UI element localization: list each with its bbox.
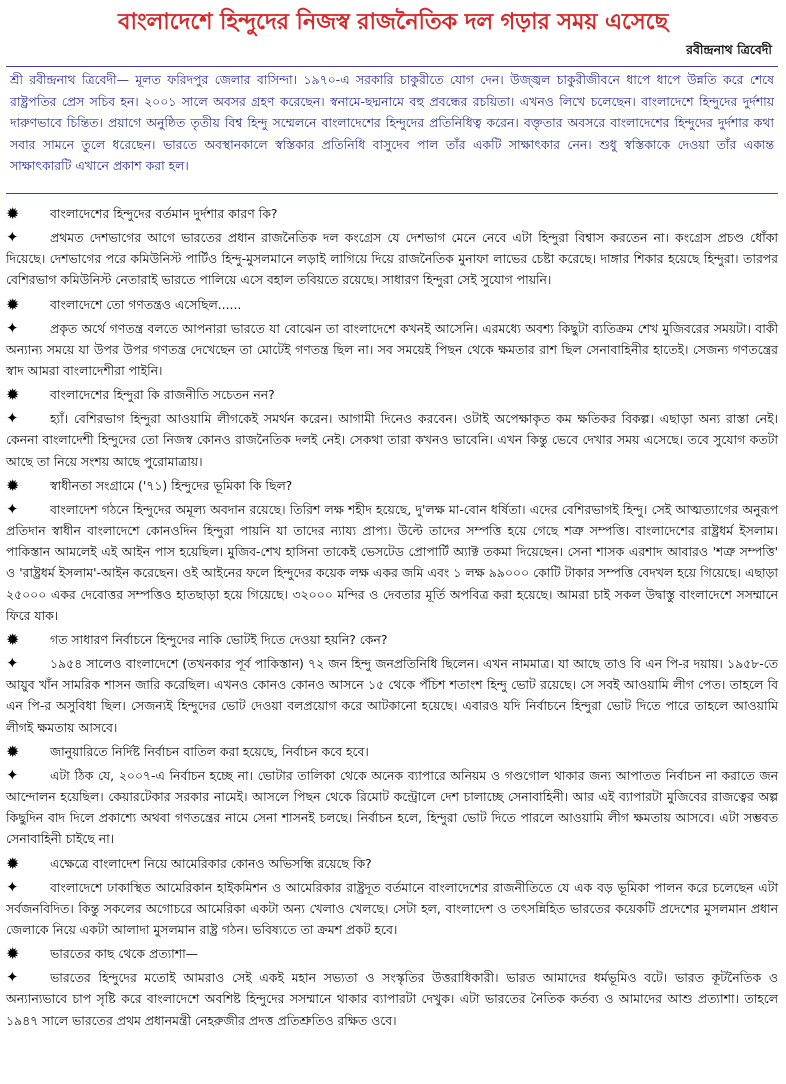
- answer-diamond-icon: ✦: [6, 409, 19, 428]
- answer-text: হ্যাঁ। বেশিরভাগ হিন্দুরা আওয়ামি লীগকেই সমর্থন করেন। আগামী দিনেও করবেন। ওটাই অপেক্ষাকৃত কম ক্ষতিকর বিকল্প। এছাড়া অন্য রাস্তা নেই। কেননা বাংলাদেশী হিন্দুদের তো নিজস্ব কোনও রাজনৈতিক দলই নেই। সেকথা তারা কখনও ভাবেনি। এখন কিন্তু ভেবে দেখার সময় এসেছে। তবে সুযোগ কতটা আছে তা নিয়ে সংশয় আছে পুরোমাত্রায়।: [6, 411, 778, 469]
- answer-text: ভারতের হিন্দুদের মতোই আমরাও সেই একই মহান সভ্যতা ও সংস্কৃতির উত্তরাধিকারী। ভারত আমাদের ধর্মভূমিও বটে। ভারত কূটনৈতিক ও অন্যান্যভাবে চাপ সৃষ্টি করে বাংলাদেশে অবশিষ্ট হিন্দুদের সসম্মানে থাকার ব্যাপারটা দেখুক। এটা ভারতের নৈতিক কর্তব্য ও আমাদের আশু প্রত্যাশা। তাহলে ১৯৪৭ সালে ভারতের প্রথম প্রধানমন্ত্রী নেহরুজীর প্রদত্ত প্রতিশ্রুতিও রক্ষিত ওবে।: [6, 970, 778, 1028]
- question-star-icon: ✹: [6, 475, 20, 495]
- question-text: বাংলাদেশের হিন্দুরা কি রাজনীতি সচেতন নন?: [50, 387, 275, 403]
- answer-row: [6, 227, 778, 291]
- answer-diamond-icon: ✦: [6, 654, 19, 673]
- question-row: [6, 853, 778, 874]
- question-row: [6, 629, 778, 650]
- article-title: বাংলাদেশে হিন্দুদের নিজস্ব রাজনৈতিক দল গড়ার সময় এসেছে: [117, 9, 669, 35]
- author-bio-text: শ্রী রবীন্দ্রনাথ ত্রিবেদী— মূলত ফরিদপুর জেলার বাসিন্দা। ১৯৭০-এ সরকারি চাকুরীতে যোগ দেন। উজ্জ্বল চাকুরীজীবনে ধাপে ধাপে উন্নতি করে শেষে রাষ্ট্রপতির প্রেস সচিব হন। ২০০১ সালে অবসর গ্রহণ করেছেন। স্বনামে-ছদ্মনামে বহু প্রবন্ধের রচয়িতা। এখনও লিখে চলেছেন। বাংলাদেশে হিন্দুদের দুর্দশায় দারুণভাবে চিন্তিত। প্রয়াগে অনুষ্ঠিত তৃতীয় বিশ্ব হিন্দু সম্মেলনে বাংলাদেশের হিন্দুদের প্রতিনিধিত্ব করেন। বক্তৃতার অবসরে বাংলাদেশের হিন্দুদের দুর্দশার কথা সবার সামনে তুলে ধরেছেন। ভারতে অবস্থানকালে স্বস্তিকার প্রতিনিধি বাসুদেব পাল তাঁর একটি সাক্ষাৎকার নেন। শুধু স্বস্তিকাকে দেওয়া তাঁর একান্ত সাক্ষাৎকারটি এখানে প্রকাশ করা হল।: [10, 72, 774, 174]
- answer-text: এটা ঠিক যে, ২০০৭-এ নির্বাচন হচ্ছে না। ভোটার তালিকা থেকে অনেক ব্যাপারে অনিয়ম ও গণ্ডগোল থাকার জন্য আপাতত নির্বাচন না করাতে জন আন্দোলন হয়েছিল। কেয়ারটেকার সরকার নামেই। আসলে পিছন থেকে রিমোট কন্ট্রোলে দেশ চালাচ্ছে সেনাবাহিনী। আর এই ব্যাপারটা মুজিবের রাজত্বের অল্প কিছুদিন বাদ দিলে প্রকাশ্যে অথবা গণতন্ত্রের নামে সেনা শাসনই চলছে। নির্বাচন হলে, হিন্দুরা ভোট দিতে পারলে আওয়ামি লীগ ক্ষমতায় আসবে। এটা সম্ভবত সেনাবাহিনী চাইছে না।: [6, 767, 778, 847]
- question-row: [6, 943, 778, 964]
- answer-text: প্রকৃত অর্থে গণতন্ত্র বলতে আপনারা ভারতে যা বোঝেন তা বাংলাদেশে কখনই আসেনি। এরমধ্যে অবশ্য কিছুটা ব্যতিক্রম শেখ মুজিবরের সময়টা। বাকী অন্যান্য সময়ে যা উপর উপর গণতন্ত্র দেখেছেন তা মোটেই গণতন্ত্র ছিল না। সব সময়েই পিছন থেকে ক্ষমতার রাশ ছিল সেনাবাহিনীর হাতেই। সেজন্য গণতন্ত্রের স্বাদ আমরা বাংলাদেশীরা পাইনি।: [6, 320, 778, 379]
- question-row: [6, 384, 778, 405]
- question-text: ভারতের কাছ থেকে প্রত্যাশা—: [50, 946, 199, 962]
- question-row: [6, 294, 778, 315]
- answer-row: [6, 765, 778, 850]
- answer-row: [6, 967, 778, 1031]
- answer-row: [6, 877, 778, 941]
- question-row: [6, 203, 778, 224]
- question-star-icon: ✹: [6, 204, 20, 223]
- question-star-icon: ✹: [6, 294, 20, 314]
- question-text: গত সাধারণ নির্বাচনে হিন্দুদের নাকি ভোটই দিতে দেওয়া হয়নি? কেন?: [50, 632, 388, 648]
- question-row: [6, 741, 778, 762]
- answer-diamond-icon: ✦: [6, 765, 19, 784]
- answer-diamond-icon: ✦: [6, 877, 19, 896]
- answer-diamond-icon: ✦: [6, 499, 19, 518]
- question-text: জানুয়ারিতে নির্দিষ্ট নির্বাচন বাতিল করা হয়েছে, নির্বাচন কবে হবে।: [50, 743, 369, 759]
- author-name: রবীন্দ্রনাথ ত্রিবেদী: [686, 42, 772, 57]
- answer-text: ১৯৫৪ সালেও বাংলাদেশে (তখনকার পূর্ব পাকিস্তান) ৭২ জন হিন্দু জনপ্রতিনিধি ছিলেন। এখন নামমাত্র। যা আছে তাও বি এন পি-র দয়ায়। ১৯৫৮-তে আয়ুব খাঁন সামরিক শাসন জারি করেছিল। এখনও কোনও কোনও আসনে ১৫ থেকে পঁচিশ শতাংশ হিন্দু ভোট রয়েছে। সে সবই আওয়ামি লীগ পেত। তাহলে বি এন পি-র অসুবিধা ছিল। সেজন্যই হিন্দুদের ভোট দেওয়া বলপ্রয়োগ করে আটকানো হয়েছে। এবারও যদি নির্বাচনে হিন্দুরা ভোট দিতে পারে তাহলে আওয়ামি লীগই ক্ষমতায় আসবে।: [6, 656, 778, 735]
- question-star-icon: ✹: [6, 741, 20, 761]
- question-text: এক্ষেত্রে বাংলাদেশ নিয়ে আমেরিকার কোনও অভিসন্ধি রয়েছে কি?: [50, 855, 372, 871]
- answer-row: [6, 653, 778, 738]
- question-star-icon: ✹: [6, 853, 20, 873]
- answer-row: [6, 318, 778, 382]
- question-star-icon: ✹: [6, 944, 20, 964]
- answer-text: বাংলাদেশ গঠনে হিন্দুদের অমূল্য অবদান রয়েছে। তিরিশ লক্ষ শহীদ হয়েছে, দু'লক্ষ মা-বোন ধর্ষিতা। এদের বেশিরভাগই হিন্দু। সেই আত্মত্যাগের অনুরূপ প্রতিদান স্বাধীন বাংলাদেশে কোনওদিন হিন্দুরা পায়নি যা তাদের ন্যায্য প্রাপ্য। উল্টে তাদের সম্পত্তি হয়ে গেছে শত্রু সম্পত্তি। বাংলাদেশের রাষ্ট্রধর্ম ইসলাম। পাকিস্তান আমলেই এই আইন পাস হয়েছিল। মুজিব-শেখ হাসিনা তাকেই ভেসটেড প্রোপার্টি অ্যাক্ট তকমা দিয়েছেন। সেনা শাসক এরশাদ আবারও 'শত্রু সম্পত্তি' ও 'রাষ্ট্রধর্ম ইসলাম'-আইন করেছেন। ওই আইনের ফলে হিন্দুদের কয়েক লক্ষ একর জমি এবং ১ লক্ষ ৯৯০০০ কোটি টাকার সম্পত্তি বেদখল হয়ে গিয়েছে। এছাড়া ২৫০০০ একর দেবোত্তর সম্পত্তিও হাতছাড়া হয়ে গিয়েছে। ৩২০০০ মন্দির ও দেবতার মূর্তি অপবিত্র করা হয়েছে। আমরা চাই সকল উদ্বাস্তু বাংলাদেশে সসম্মানে ফিরে যাক।: [6, 501, 778, 623]
- answer-diamond-icon: ✦: [6, 968, 19, 987]
- question-text: বাংলাদেশের হিন্দুদের বর্তমান দুর্দশার কারণ কি?: [50, 206, 278, 221]
- answer-row: [6, 499, 778, 626]
- question-star-icon: ✹: [6, 630, 20, 650]
- question-star-icon: ✹: [6, 385, 20, 405]
- question-row: [6, 475, 778, 496]
- answer-row: [6, 408, 778, 472]
- answer-text: প্রথমত দেশভাগের আগে ভারতের প্রধান রাজনৈতিক দল কংগ্রেস যে দেশভাগ মেনে নেবে এটা হিন্দুরা বিশ্বাস করতেন না। কংগ্রেস প্রচণ্ড ধোঁকা দিয়েছে। দেশভাগের পরে কমিউনিস্ট পার্টিও হিন্দু-মুসলমানে লড়াই লাগিয়ে দিয়ে রাজনৈতিক মুনাফা লাভের চেষ্টা করেছে। দাঙ্গার শিকার হয়েছে হিন্দুরা। তারপর বেশিরভাগ কমিউনিস্ট নেতারাই ভারতে পালিয়ে এসে বহাল তবিয়তে রয়েছে। সাধারণ হিন্দুরা সেই সুযোগ পায়নি।: [6, 230, 778, 288]
- answer-diamond-icon: ✦: [6, 318, 19, 337]
- question-text: স্বাধীনতা সংগ্রামে ('৭১) হিন্দুদের ভূমিকা কি ছিল?: [50, 477, 293, 493]
- interview-qa-list: [6, 203, 778, 1034]
- question-text: বাংলাদেশে তো গণতন্ত্রও এসেছিল......: [50, 296, 242, 312]
- author-bio-box: [6, 66, 778, 194]
- answer-text: বাংলাদেশে ঢাকাস্থিত আমেরিকান হাইকমিশন ও আমেরিকার রাষ্ট্রদূত বর্তমানে বাংলাদেশের রাজনীতিতে যে এক বড় ভূমিকা পালন করে চলেছেন এটা সর্বজনবিদিত। কিন্তু সকলের অগোচরে আমেরিকা একটা অন্য খেলাও খেলছে। সেটা হল, বাংলাদেশ ও তৎসন্নিহিত ভারতের কয়েকটি প্রদেশের মুসলমান প্রধান জেলাকে নিয়ে একটা আলাদা মুসলমান রাষ্ট্র গঠন। ভবিষ্যতে তা ক্রমশ প্রকট হবে।: [6, 879, 778, 938]
- answer-diamond-icon: ✦: [6, 228, 19, 246]
